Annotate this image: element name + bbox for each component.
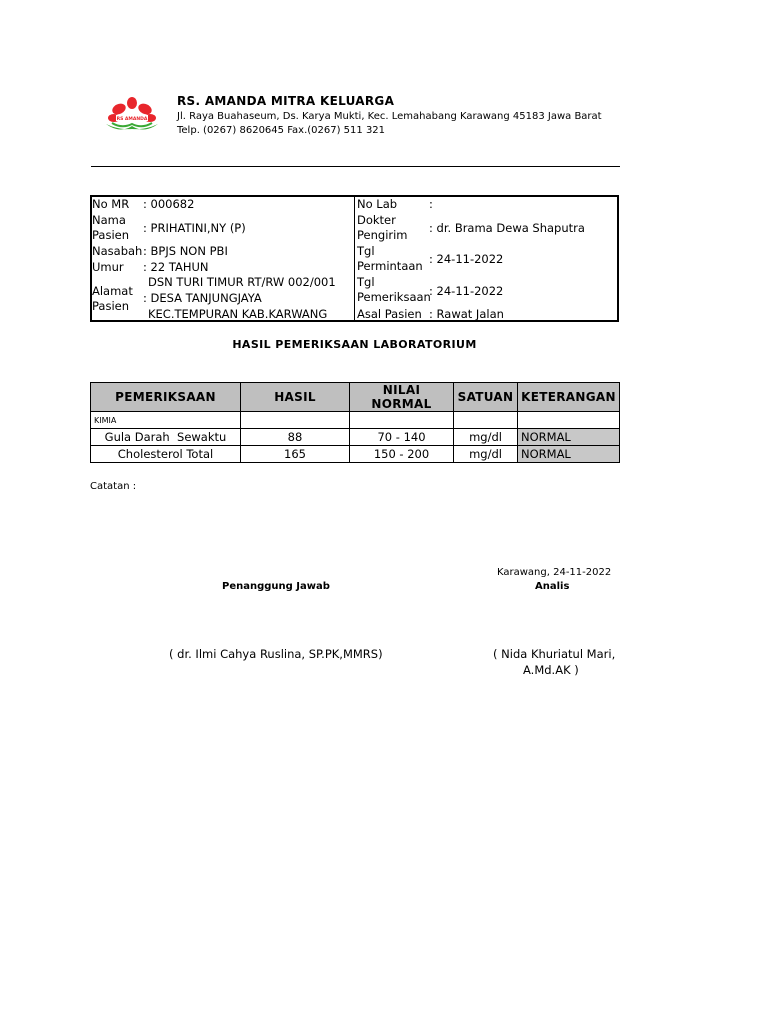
report-title: HASIL PEMERIKSAAN LABORATORIUM bbox=[232, 338, 477, 351]
empty-cell bbox=[241, 412, 350, 429]
test-unit: mg/dl bbox=[454, 429, 518, 446]
no-mr-label: No MR bbox=[92, 197, 130, 211]
tgl-pemeriksaan-label-2: Pemeriksaan bbox=[357, 290, 431, 304]
section-label: KIMIA bbox=[91, 412, 241, 429]
header-satuan: SATUAN bbox=[454, 383, 518, 412]
table-header-row bbox=[91, 383, 620, 412]
test-name: Cholesterol Total bbox=[91, 446, 241, 463]
dokter-value: : dr. Brama Dewa Shaputra bbox=[429, 221, 585, 235]
dokter-label-1: Dokter bbox=[357, 213, 396, 227]
table-row bbox=[91, 446, 620, 463]
alamat-line-2: : DESA TANJUNGJAYA bbox=[143, 291, 262, 305]
analis-label: Analis bbox=[535, 581, 570, 592]
tgl-permintaan-label-1: Tgl bbox=[357, 244, 375, 258]
empty-cell bbox=[454, 412, 518, 429]
test-normal-range: 70 - 140 bbox=[350, 429, 454, 446]
test-remark: NORMAL bbox=[518, 429, 620, 446]
test-normal-range: 150 - 200 bbox=[350, 446, 454, 463]
header-hasil: HASIL bbox=[241, 383, 350, 412]
header-keterangan: KETERANGAN bbox=[518, 383, 620, 412]
patient-info-divider bbox=[354, 195, 355, 322]
tgl-pemeriksaan-value: : 24-11-2022 bbox=[429, 284, 504, 298]
no-mr-value: : 000682 bbox=[143, 197, 195, 211]
alamat-label-2: Pasien bbox=[92, 299, 130, 313]
nasabah-value: : BPJS NON PBI bbox=[143, 244, 228, 258]
header-divider bbox=[91, 166, 620, 167]
nasabah-label: Nasabah bbox=[92, 244, 143, 258]
alamat-line-3: KEC.TEMPURAN KAB.KARWANG bbox=[148, 307, 328, 321]
penanggung-jawab-label: Penanggung Jawab bbox=[222, 581, 330, 592]
analis-name-line-2: A.Md.AK ) bbox=[523, 663, 579, 677]
test-remark: NORMAL bbox=[518, 446, 620, 463]
nama-label-1: Nama bbox=[92, 213, 126, 227]
no-lab-value: : bbox=[429, 197, 433, 211]
nama-value: : PRIHATINI,NY (P) bbox=[143, 221, 246, 235]
umur-value: : 22 TAHUN bbox=[143, 260, 209, 274]
logo-text: RS AMANDA bbox=[116, 117, 148, 122]
umur-label: Umur bbox=[92, 260, 124, 274]
asal-pasien-value: : Rawat Jalan bbox=[429, 307, 504, 321]
alamat-line-1: DSN TURI TIMUR RT/RW 002/001 bbox=[148, 275, 336, 289]
test-result: 88 bbox=[241, 429, 350, 446]
test-result: 165 bbox=[241, 446, 350, 463]
section-row bbox=[91, 412, 620, 429]
empty-cell bbox=[350, 412, 454, 429]
hospital-phone: Telp. (0267) 8620645 Fax.(0267) 511 321 bbox=[177, 125, 386, 136]
empty-cell bbox=[518, 412, 620, 429]
hospital-name: RS. AMANDA MITRA KELUARGA bbox=[177, 94, 395, 108]
dokter-label-2: Pengirim bbox=[357, 228, 408, 242]
header-pemeriksaan: PEMERIKSAAN bbox=[91, 383, 241, 412]
hospital-address: Jl. Raya Buahaseum, Ds. Karya Mukti, Kec. Lemahabang Karawang 45183 Jawa Barat bbox=[177, 111, 602, 122]
notes-label: Catatan : bbox=[90, 481, 137, 492]
table-row bbox=[91, 429, 620, 446]
no-lab-label: No Lab bbox=[357, 197, 398, 211]
hospital-logo bbox=[102, 96, 162, 136]
test-name: Gula Darah Sewaktu bbox=[91, 429, 241, 446]
nama-label-2: Pasien bbox=[92, 228, 130, 242]
place-date: Karawang, 24-11-2022 bbox=[497, 567, 612, 578]
tgl-permintaan-label-2: Permintaan bbox=[357, 259, 423, 273]
tgl-pemeriksaan-label-1: Tgl bbox=[357, 275, 375, 289]
asal-pasien-label: Asal Pasien bbox=[357, 307, 422, 321]
results-table bbox=[90, 382, 620, 463]
analis-name-line-1: ( Nida Khuriatul Mari, bbox=[493, 647, 616, 661]
alamat-label-1: Alamat bbox=[92, 284, 133, 298]
penanggung-jawab-name: ( dr. Ilmi Cahya Ruslina, SP.PK,MMRS) bbox=[169, 647, 383, 661]
tgl-permintaan-value: : 24-11-2022 bbox=[429, 252, 504, 266]
test-unit: mg/dl bbox=[454, 446, 518, 463]
header-nilai-normal: NILAI NORMAL bbox=[350, 383, 454, 412]
